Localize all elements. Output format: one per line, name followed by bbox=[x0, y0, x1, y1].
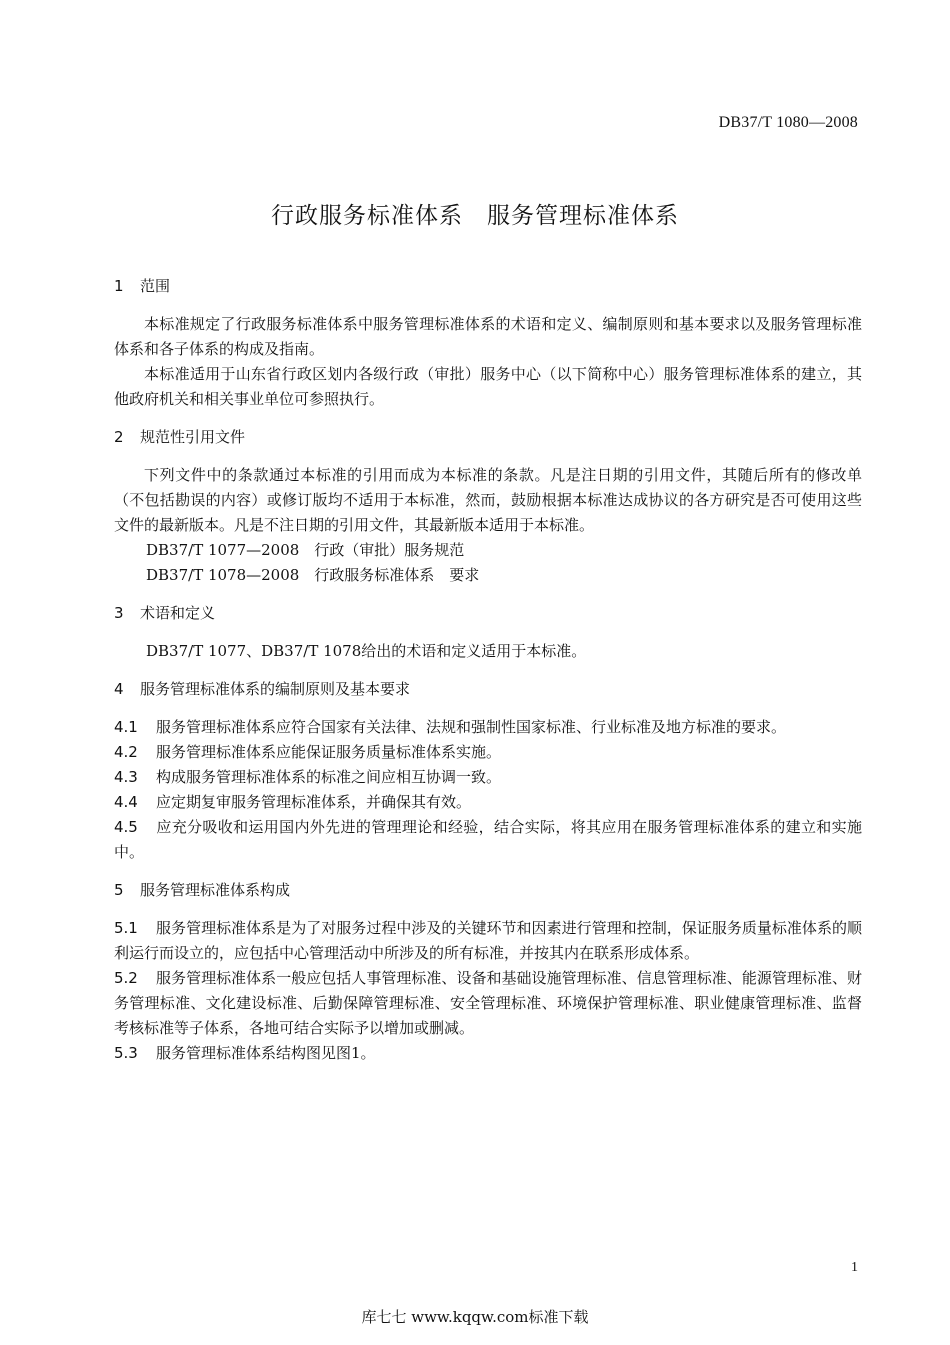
section-number: 1 bbox=[114, 277, 124, 295]
reference-item: DB37/T 1077—2008 行政（审批）服务规范 bbox=[146, 541, 465, 559]
clause-5-1 bbox=[114, 916, 862, 966]
section-5-heading bbox=[114, 878, 862, 903]
clause-text: 服务管理标准体系一般应包括人事管理标准、设备和基础设施管理标准、信息管理标准、能源管理标准、财务管理标准、文化建设标准、后勤保障管理标准、安全管理标准、环境保护管理标准、职业健康管理标准、监督考核标准等子体系，各地可结合实际予以增加或删减。 bbox=[114, 969, 862, 1037]
section-2-heading bbox=[114, 425, 862, 450]
clause-4-2 bbox=[114, 740, 862, 765]
clause-number: 5.2 bbox=[114, 969, 138, 987]
clause-number: 5.1 bbox=[114, 919, 138, 937]
section-title: 规范性引用文件 bbox=[140, 428, 246, 446]
page-number: 1 bbox=[851, 1260, 858, 1275]
section-number: 3 bbox=[114, 604, 124, 622]
clause-5-2 bbox=[114, 966, 862, 1041]
clause-number: 4.2 bbox=[114, 743, 138, 761]
clause-4-1 bbox=[114, 715, 862, 740]
clause-number: 4.3 bbox=[114, 768, 138, 786]
clause-text: 构成服务管理标准体系的标准之间应相互协调一致。 bbox=[156, 768, 502, 786]
paragraph: 下列文件中的条款通过本标准的引用而成为本标准的条款。凡是注日期的引用文件，其随后所有的修改单（不包括勘误的内容）或修订版均不适用于本标准，然而，鼓励根据本标准达成协议的各方研究是否可使用这些文件的最新版本。凡是不注日期的引用文件，其最新版本适用于本标准。 bbox=[114, 466, 862, 534]
clause-number: 4.1 bbox=[114, 718, 138, 736]
section-title: 术语和定义 bbox=[140, 604, 216, 622]
clause-text: 服务管理标准体系是为了对服务过程中涉及的关键环节和因素进行管理和控制，保证服务质量标准体系的顺利运行而设立的，应包括中心管理活动中所涉及的所有标准，并按其内在联系形成体系。 bbox=[114, 919, 862, 962]
clause-text: 应定期复审服务管理标准体系，并确保其有效。 bbox=[156, 793, 472, 811]
clause-text: 服务管理标准体系应能保证服务质量标准体系实施。 bbox=[156, 743, 502, 761]
clause-4-3 bbox=[114, 765, 862, 790]
clause-4-5 bbox=[114, 815, 862, 865]
document-body bbox=[114, 274, 862, 1066]
document-code: DB37/T 1080—2008 bbox=[718, 114, 858, 131]
section-title: 服务管理标准体系构成 bbox=[140, 881, 291, 899]
section-title: 服务管理标准体系的编制原则及基本要求 bbox=[140, 680, 411, 698]
section-1-heading bbox=[114, 274, 862, 299]
section-number: 5 bbox=[114, 881, 124, 899]
paragraph: 本标准适用于山东省行政区划内各级行政（审批）服务中心（以下简称中心）服务管理标准体系的建立，其他政府机关和相关事业单位可参照执行。 bbox=[114, 365, 862, 408]
clause-text: 服务管理标准体系结构图见图1。 bbox=[156, 1044, 376, 1062]
clause-4-4 bbox=[114, 790, 862, 815]
section-number: 2 bbox=[114, 428, 124, 446]
clause-text: 服务管理标准体系应符合国家有关法律、法规和强制性国家标准、行业标准及地方标准的要求。 bbox=[156, 718, 787, 736]
clause-number: 4.4 bbox=[114, 793, 138, 811]
footer-source: 库七七 www.kqqw.com标准下载 bbox=[361, 1308, 589, 1326]
page-title: 行政服务标准体系 服务管理标准体系 bbox=[271, 203, 679, 229]
paragraph: DB37/T 1077、DB37/T 1078给出的术语和定义适用于本标准。 bbox=[146, 642, 587, 660]
reference-item: DB37/T 1078—2008 行政服务标准体系 要求 bbox=[146, 566, 480, 584]
clause-number: 5.3 bbox=[114, 1044, 138, 1062]
section-title: 范围 bbox=[140, 277, 171, 295]
clause-5-3 bbox=[114, 1041, 862, 1066]
section-number: 4 bbox=[114, 680, 124, 698]
paragraph: 本标准规定了行政服务标准体系中服务管理标准体系的术语和定义、编制原则和基本要求以及服务管理标准体系和各子体系的构成及指南。 bbox=[114, 315, 862, 358]
section-3-heading bbox=[114, 601, 862, 626]
section-4-heading bbox=[114, 677, 862, 702]
clause-text: 应充分吸收和运用国内外先进的管理理论和经验，结合实际，将其应用在服务管理标准体系的建立和实施中。 bbox=[114, 818, 862, 861]
clause-number: 4.5 bbox=[114, 818, 138, 836]
